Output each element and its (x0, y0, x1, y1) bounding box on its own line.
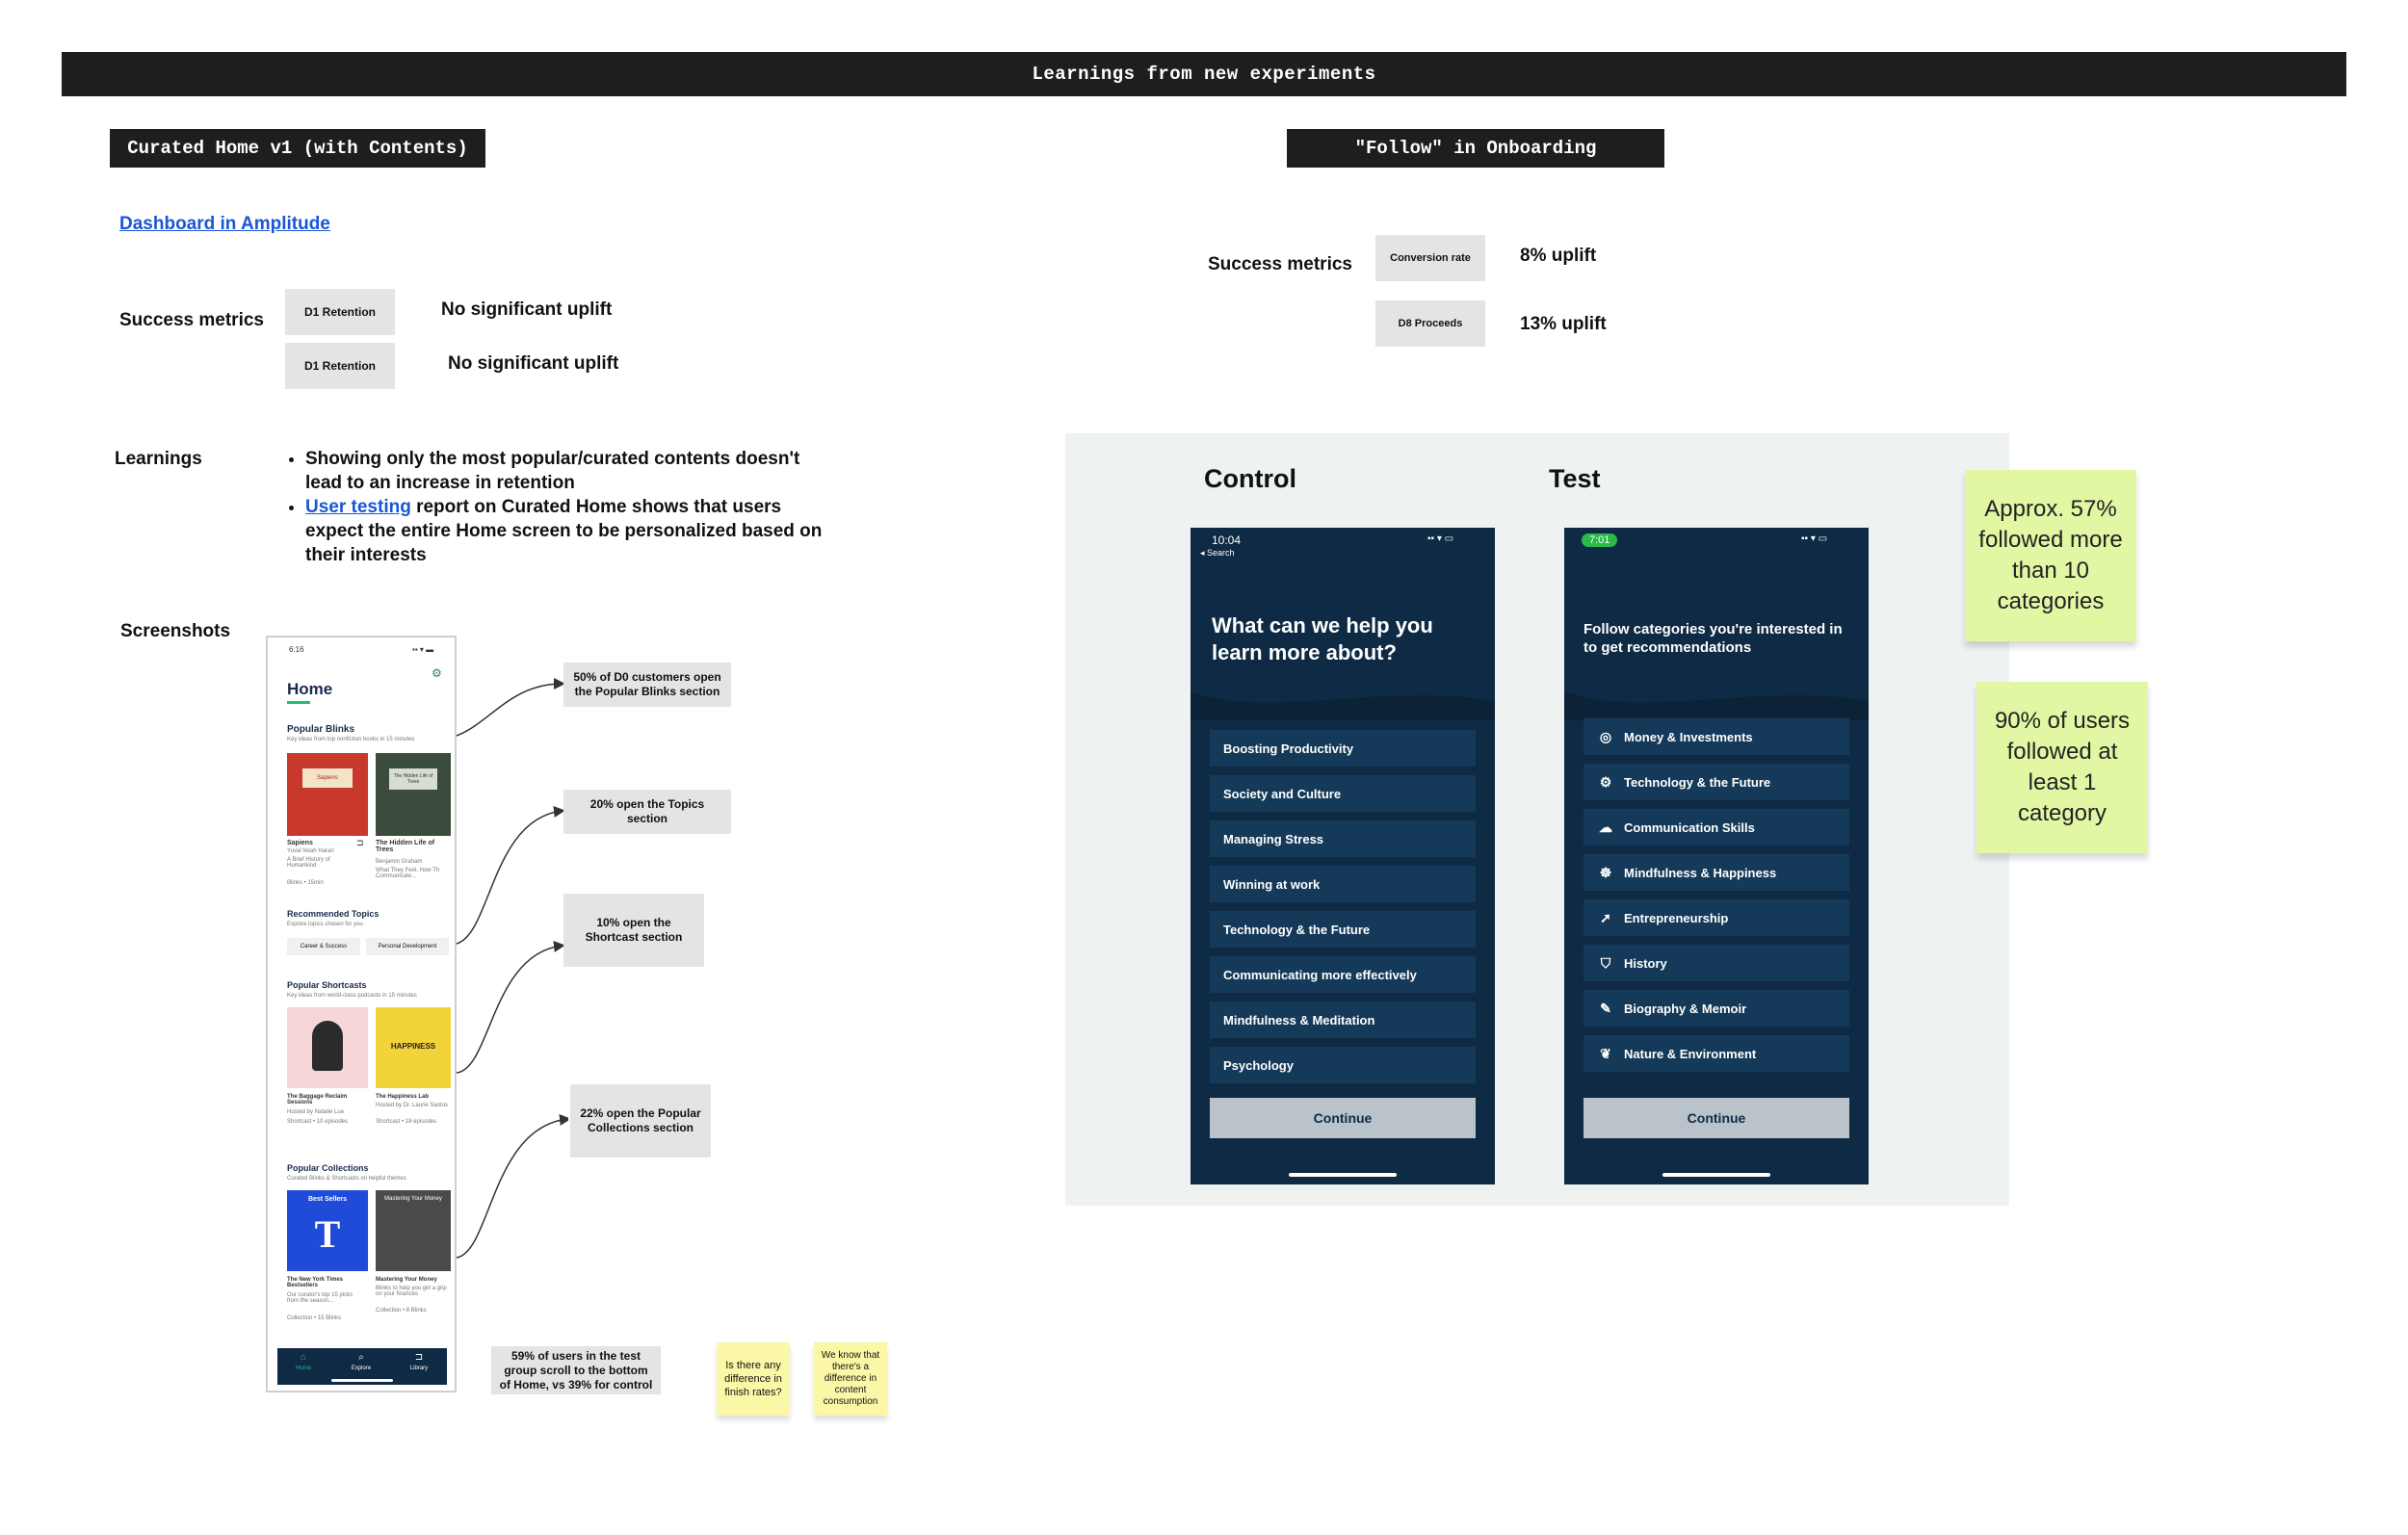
note-scroll: 59% of users in the test group scroll to the bottom of Home, vs 39% for control (491, 1346, 661, 1394)
metric-value: No significant uplift (441, 299, 613, 320)
learning-item: • User testing report on Curated Home shows that users expect the entire Home screen to be personalized based on their interests (305, 495, 825, 567)
metric-value: 13% uplift (1520, 314, 1607, 334)
collection-meta: Collection • 15 Blinks (287, 1315, 342, 1321)
test-prompt: Follow categories you're interested in to get recommendations (1584, 621, 1843, 656)
arrow (457, 684, 563, 736)
nyt-logo: T (314, 1212, 341, 1256)
status-icons: ▪▪ ▾ ▭ (1801, 533, 1828, 544)
collection-title: The New York Times Bestsellers (287, 1277, 344, 1288)
popular-blinks-heading: Popular Blinks (287, 724, 355, 735)
test-category[interactable]: ❦ Nature & Environment (1584, 1035, 1849, 1072)
sticky-57-percent: Approx. 57% followed more than 10 categories (1965, 470, 2136, 641)
book-desc: What They Feel, How Th Communicate... (376, 868, 440, 879)
quill-icon: ✎ (1600, 1000, 1611, 1016)
nav-library[interactable]: Library (409, 1366, 429, 1371)
hidden-life-cover[interactable] (376, 753, 451, 836)
note-popular-blinks: 50% of D0 customers open the Popular Blinks section (563, 663, 731, 707)
title-underline (287, 701, 310, 704)
home-screenshot (266, 636, 457, 1392)
note-collections: 22% open the Popular Collections section (570, 1084, 711, 1158)
metric-chip: D1 Retention (285, 343, 395, 389)
test-category[interactable]: ✎ Biography & Memoir (1584, 990, 1849, 1027)
control-question: What can we help you learn more about? (1212, 613, 1433, 664)
back-search[interactable]: ◂ Search (1200, 548, 1235, 558)
bookmark-icon[interactable]: ⊐ (356, 838, 364, 847)
book-author: Yuval Noah Harari (287, 848, 334, 854)
shortcast-host: Hosted by Dr. Laurie Santos (376, 1103, 449, 1108)
sapiens-cover[interactable] (287, 753, 368, 836)
sticky-finish-rates: Is there any difference in finish rates? (717, 1342, 790, 1416)
happiness-lab-cover[interactable] (376, 1007, 451, 1088)
shortcast-title: The Baggage Reclaim Sessions (287, 1094, 348, 1106)
collection-title: Mastering Your Money (376, 1277, 437, 1283)
metric-chip: D1 Retention (285, 289, 395, 335)
sticky-content-consumption: We know that there's a difference in content consumption (814, 1342, 887, 1416)
page-banner: Learnings from new experiments (62, 52, 2346, 96)
note-shortcast: 10% open the Shortcast section (563, 894, 704, 967)
control-option[interactable]: Society and Culture (1210, 775, 1476, 812)
search-icon[interactable]: ⌕ (358, 1352, 364, 1363)
test-phone (1564, 528, 1869, 1184)
home-indicator (1662, 1173, 1770, 1177)
book-title: Sapiens (287, 840, 313, 846)
control-option[interactable]: Managing Stress (1210, 820, 1476, 857)
popular-collections-heading: Popular Collections (287, 1163, 369, 1173)
communication-icon: ☁ (1599, 819, 1612, 835)
cover-title: The Hidden Life of Trees (389, 768, 437, 790)
test-category[interactable]: ⚙ Technology & the Future (1584, 764, 1849, 800)
gear-icon[interactable]: ⚙ (432, 666, 442, 680)
collection-desc: Blinks to help you get a grip on your finances (376, 1286, 447, 1297)
mastering-money-cover[interactable] (376, 1190, 451, 1271)
book-desc: A Brief History of Humankind (287, 857, 330, 869)
bottom-nav (277, 1348, 447, 1385)
learning-item: • Showing only the most popular/curated contents doesn't lead to an increase in retention (305, 447, 825, 495)
success-metrics-label: Success metrics (1208, 254, 1352, 274)
learnings-label: Learnings (115, 449, 202, 469)
history-icon: ⛉ (1600, 954, 1611, 971)
control-continue-button[interactable]: Continue (1210, 1098, 1476, 1138)
screenshots-label: Screenshots (120, 621, 231, 641)
nyt-bestsellers-cover[interactable] (287, 1190, 368, 1271)
sticky-90-percent: 90% of users followed at least 1 category (1976, 682, 2148, 853)
collection-desc: Our curator's top 15 picks from the season... (287, 1292, 353, 1304)
control-option[interactable]: Winning at work (1210, 866, 1476, 902)
rocket-icon: ➚ (1600, 909, 1611, 925)
mindfulness-icon: ☸ (1599, 864, 1612, 880)
test-label: Test (1549, 464, 1601, 493)
arrow (457, 811, 563, 944)
wave-divider (1191, 682, 1495, 720)
home-indicator (331, 1379, 393, 1382)
control-option[interactable]: Boosting Productivity (1210, 730, 1476, 767)
popular-blinks-sub: Key ideas from top nonfiction books in 15 minutes (287, 737, 415, 742)
status-time: 6:16 (289, 645, 304, 654)
metric-value: No significant uplift (448, 353, 619, 374)
popular-shortcasts-heading: Popular Shortcasts (287, 980, 367, 990)
book-title: The Hidden Life of Trees (376, 840, 435, 853)
metric-value: 8% uplift (1520, 246, 1597, 266)
shortcast-meta: Shortcast • 18 episodes (376, 1119, 437, 1125)
control-label: Control (1204, 464, 1296, 493)
arrow (457, 1119, 568, 1258)
collection-meta: Collection • 8 Blinks (376, 1308, 427, 1314)
recommended-sub: Explore topics chosen for you (287, 922, 363, 927)
recommended-topics-heading: Recommended Topics (287, 909, 380, 919)
test-category[interactable]: ☸ Mindfulness & Happiness (1584, 854, 1849, 891)
topic-chip[interactable]: Career & Success (287, 938, 360, 955)
curated-home-header: Curated Home v1 (with Contents) (110, 129, 485, 168)
cover-badge: Best Sellers (307, 1196, 348, 1203)
learnings-list (282, 447, 825, 567)
annotation-arrows (453, 664, 568, 1281)
control-option[interactable]: Communicating more effectively (1210, 956, 1476, 993)
book-meta: Blinks • 15min (287, 880, 324, 886)
test-continue-button[interactable]: Continue (1584, 1098, 1849, 1138)
metric-chip: D8 Proceeds (1375, 300, 1485, 347)
control-option[interactable]: Mindfulness & Meditation (1210, 1002, 1476, 1038)
cover-badge: Mastering Your Money (384, 1196, 442, 1202)
technology-icon: ⚙ (1599, 773, 1612, 790)
library-icon[interactable]: ⊐ (414, 1352, 424, 1363)
wave-divider (1564, 682, 1869, 720)
test-category[interactable]: ⛉ History (1584, 945, 1849, 981)
success-metrics-label: Success metrics (119, 310, 264, 330)
shortcast-title: The Happiness Lab (376, 1094, 430, 1100)
test-category[interactable]: ☁ Communication Skills (1584, 809, 1849, 846)
user-testing-link[interactable]: User testing (305, 497, 411, 517)
topic-chip[interactable]: Personal Development (366, 938, 449, 955)
shortcasts-sub: Key ideas from world-class podcasts in 15 minutes (287, 993, 417, 999)
cover-title: Sapiens (302, 768, 353, 788)
leaf-icon: ❦ (1600, 1045, 1611, 1061)
mock-home-title: Home (287, 680, 333, 698)
shortcast-host: Hosted by Natalie Lue (287, 1109, 345, 1115)
arrow (457, 946, 563, 1073)
control-option[interactable]: Technology & the Future (1210, 911, 1476, 948)
metric-chip: Conversion rate (1375, 235, 1485, 281)
baggage-reclaim-cover[interactable] (287, 1007, 368, 1088)
control-option[interactable]: Psychology (1210, 1047, 1476, 1083)
nav-home[interactable]: Home (295, 1366, 311, 1371)
status-icons: ▪▪ ▾ ▬ (412, 645, 434, 654)
status-icons: ▪▪ ▾ ▭ (1427, 533, 1454, 544)
dashboard-amplitude-link[interactable]: Dashboard in Amplitude (119, 214, 330, 234)
note-topics: 20% open the Topics section (563, 790, 731, 834)
cover-title: HAPPINESS (390, 1042, 436, 1051)
nav-explore[interactable]: Explore (351, 1366, 372, 1371)
collections-sub: Curated Blinks & Shortcasts on helpful themes (287, 1176, 406, 1182)
test-category[interactable]: ➚ Entrepreneurship (1584, 899, 1849, 936)
control-phone (1191, 528, 1495, 1184)
shortcast-meta: Shortcast • 10 episodes (287, 1119, 349, 1125)
money-icon: ◎ (1599, 728, 1612, 744)
portrait (312, 1021, 343, 1071)
follow-onboarding-header: "Follow" in Onboarding (1287, 129, 1664, 168)
home-icon[interactable]: ⌂ (300, 1352, 307, 1363)
book-author: Benjamin Graham (376, 859, 423, 865)
status-time: 10:04 (1212, 533, 1242, 547)
home-indicator (1289, 1173, 1397, 1177)
test-category[interactable]: ◎ Money & Investments (1584, 718, 1849, 755)
status-time: 7:01 (1582, 533, 1617, 547)
